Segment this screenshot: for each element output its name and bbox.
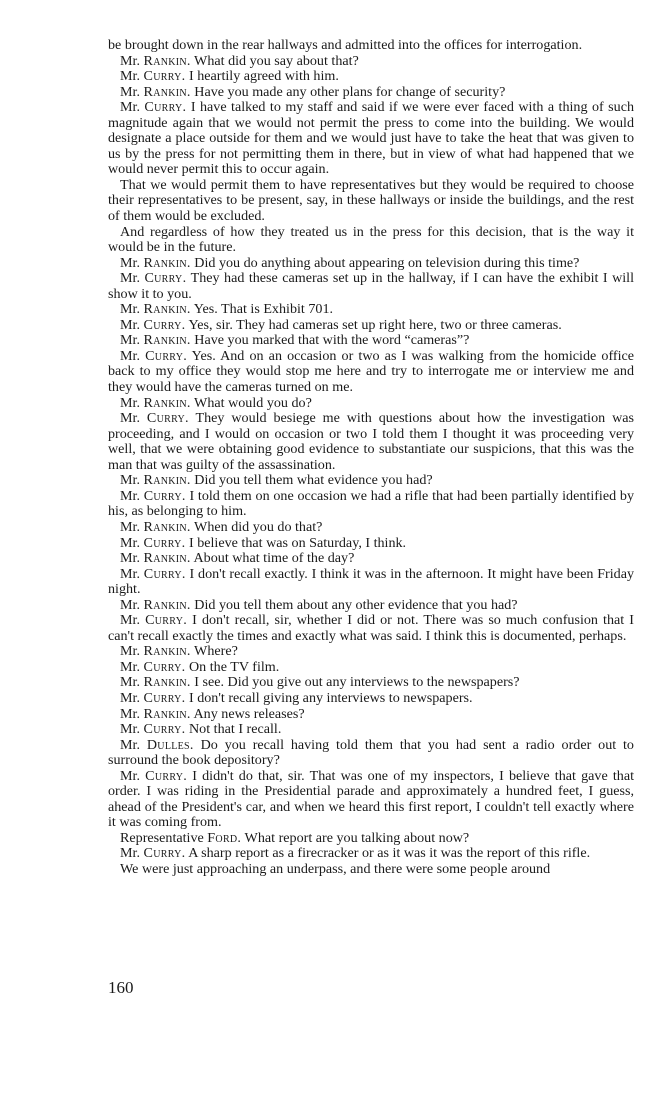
testimony-paragraph: [108, 598, 634, 614]
paragraph-text: They would besiege me with questions about how the investigation was proceeding, and I would on occasion or two I told them I thought it was proceeding very well, that we were obtaining good evidence to substantiate our suspicions, that this was the man that was guilty of the assassination.: [108, 410, 634, 473]
speaker-title: Mr.: [120, 689, 144, 706]
testimony-paragraph: [108, 707, 634, 723]
speaker-title: Mr.: [120, 705, 144, 722]
testimony-paragraph: [108, 551, 634, 567]
testimony-paragraph: [108, 660, 634, 676]
speaker-name: Curry.: [144, 99, 187, 116]
paragraph-text: What report are you talking about now?: [241, 829, 470, 846]
speaker-title: Mr.: [120, 612, 146, 629]
testimony-paragraph: [108, 722, 634, 738]
speaker-title: Mr.: [120, 845, 144, 862]
speaker-title: Mr.: [120, 472, 144, 489]
speaker-title: Mr.: [120, 68, 144, 85]
text-paragraph: [108, 225, 634, 256]
testimony-paragraph: [108, 411, 634, 473]
speaker-name: Curry.: [146, 410, 189, 427]
speaker-title: Mr.: [120, 658, 144, 675]
speaker-title: Mr.: [120, 394, 144, 411]
speaker-name: Curry.: [143, 68, 186, 85]
speaker-title: Mr.: [120, 721, 144, 738]
paragraph-text: I didn't do that, sir. That was one of my inspectors, I believe that gave that order. I was riding in the Presidential parade and approximately a hundred feet, I guess, ahead of the President's car, and when we heard this first report, I couldn't tell exactly where it was coming from.: [108, 767, 635, 831]
paragraph-text: We were just approaching an underpass, and there were some people around: [120, 860, 551, 877]
speaker-name: Dulles.: [146, 736, 194, 753]
speaker-title: Mr.: [120, 316, 144, 333]
speaker-title: Mr.: [120, 487, 144, 504]
paragraph-text: I told them on one occasion we had a rifle that had been partially identified by his, as belonging to him.: [108, 487, 634, 520]
paragraph-text: That we would permit them to have representatives but they would be required to choose their representatives to be present, say, in these hallways or inside the buildings, and the rest of them would be excluded.: [108, 176, 634, 225]
page-number: 160: [108, 978, 134, 997]
speaker-name: Ford.: [207, 829, 242, 846]
speaker-title: Mr.: [120, 52, 144, 69]
speaker-title: Mr.: [120, 99, 145, 116]
paragraph-text: What did you say about that?: [190, 52, 359, 69]
speaker-name: Rankin.: [143, 332, 191, 349]
speaker-title: Mr.: [120, 332, 144, 349]
paragraph-text: Any news releases?: [190, 705, 305, 722]
paragraph-text: I have talked to my staff and said if we were ever faced with a thing of such magnitude again that we would not permit the press to come into the building. We would designate a place outside for them and we would just have to take the heat that was given to us by the press for not permitting them in there, but in view of what had happened that we would never permit this to occur again.: [108, 99, 634, 178]
paragraph-text: On the TV film.: [185, 658, 280, 675]
paragraph-text: I don't recall exactly. I think it was in the afternoon. It might have been Friday night.: [108, 565, 634, 598]
testimony-paragraph: [108, 536, 634, 552]
speaker-name: Rankin.: [143, 394, 191, 411]
paragraph-text: About what time of the day?: [190, 550, 355, 567]
speaker-name: Curry.: [143, 721, 186, 738]
speaker-name: Rankin.: [143, 301, 191, 318]
paragraph-text: When did you do that?: [190, 518, 323, 535]
paragraph-text: Did you tell them what evidence you had?: [190, 472, 433, 489]
testimony-paragraph: [108, 302, 634, 318]
speaker-name: Curry.: [143, 316, 186, 333]
testimony-paragraph: [108, 54, 634, 70]
paragraph-text: A sharp report as a firecracker or as it was it was the report of this rifle.: [185, 845, 591, 862]
speaker-title: Mr.: [120, 83, 144, 100]
testimony-paragraph: [108, 846, 634, 862]
paragraph-text: Have you made any other plans for change of security?: [190, 83, 506, 100]
speaker-name: Curry.: [145, 767, 188, 784]
speaker-title: Mr.: [120, 643, 144, 660]
paragraph-text: Yes. That is Exhibit 701.: [190, 301, 334, 318]
testimony-paragraph: [108, 831, 634, 847]
testimony-paragraph: [108, 520, 634, 536]
speaker-title: Mr.: [120, 534, 144, 551]
testimony-paragraph: [108, 691, 634, 707]
document-body: [108, 38, 634, 878]
text-paragraph: [108, 38, 634, 54]
speaker-title: Mr.: [120, 518, 144, 535]
speaker-title: Mr.: [120, 254, 144, 271]
paragraph-text: Yes, sir. They had cameras set up right here, two or three cameras.: [185, 316, 562, 333]
speaker-title: Mr.: [120, 565, 144, 582]
speaker-name: Curry.: [143, 565, 186, 582]
paragraph-text: I see. Did you give out any interviews to the newspapers?: [190, 674, 520, 691]
speaker-name: Curry.: [143, 845, 186, 862]
testimony-paragraph: [108, 333, 634, 349]
speaker-name: Curry.: [143, 689, 186, 706]
speaker-name: Curry.: [145, 347, 188, 364]
testimony-paragraph: [108, 318, 634, 334]
paragraph-text: Did you do anything about appearing on television during this time?: [190, 254, 580, 271]
paragraph-text: Did you tell them about any other evidence that you had?: [190, 596, 518, 613]
speaker-title: Mr.: [120, 596, 144, 613]
speaker-name: Rankin.: [143, 472, 191, 489]
speaker-name: Rankin.: [143, 550, 191, 567]
paragraph-text: What would you do?: [190, 394, 312, 411]
testimony-paragraph: [108, 675, 634, 691]
testimony-paragraph: [108, 567, 634, 598]
testimony-paragraph: [108, 613, 634, 644]
speaker-name: Rankin.: [143, 52, 191, 69]
speaker-name: Curry.: [143, 487, 186, 504]
paragraph-text: Have you marked that with the word “cameras”?: [190, 332, 470, 349]
paragraph-text: Yes. And on an occasion or two as I was walking from the homicide office back to my office they would stop me here and try to interrogate me or interview me and they would have the cameras turned on me.: [108, 347, 635, 396]
testimony-paragraph: [108, 769, 634, 831]
paragraph-text: Do you recall having told them that you had sent a radio order out to surround the book depository?: [108, 736, 634, 769]
paragraph-text: be brought down in the rear hallways and admitted into the offices for interrogation.: [108, 37, 583, 53]
speaker-title: Mr.: [120, 767, 146, 784]
speaker-name: Rankin.: [143, 596, 191, 613]
speaker-title: Mr.: [120, 410, 147, 427]
speaker-name: Rankin.: [143, 83, 191, 100]
speaker-name: Rankin.: [143, 674, 191, 691]
paragraph-text: I heartily agreed with him.: [185, 68, 339, 85]
testimony-paragraph: [108, 85, 634, 101]
testimony-paragraph: [108, 473, 634, 489]
text-paragraph: [108, 178, 634, 225]
paragraph-text: And regardless of how they treated us in the press for this decision, that is the way it would be in the future.: [108, 223, 634, 256]
speaker-title: Mr.: [120, 674, 144, 691]
paragraph-text: I don't recall giving any interviews to newspapers.: [185, 689, 473, 706]
paragraph-text: I believe that was on Saturday, I think.: [185, 534, 407, 551]
speaker-name: Curry.: [145, 612, 188, 629]
text-paragraph: [108, 862, 634, 878]
speaker-title: Mr.: [120, 347, 146, 364]
testimony-paragraph: [108, 271, 634, 302]
speaker-title: Mr.: [120, 550, 144, 567]
testimony-paragraph: [108, 396, 634, 412]
speaker-name: Rankin.: [143, 518, 191, 535]
testimony-paragraph: [108, 100, 634, 178]
speaker-name: Rankin.: [143, 643, 191, 660]
speaker-name: Curry.: [143, 658, 186, 675]
speaker-name: Rankin.: [143, 705, 191, 722]
speaker-name: Curry.: [144, 270, 187, 287]
paragraph-text: Where?: [190, 643, 238, 660]
speaker-name: Curry.: [143, 534, 186, 551]
testimony-paragraph: [108, 489, 634, 520]
testimony-paragraph: [108, 69, 634, 85]
paragraph-text: I don't recall, sir, whether I did or not. There was so much confusion that I can't recall exactly the times and exactly what was said. I think this is documented, perhaps.: [108, 612, 634, 644]
paragraph-text: They had these cameras set up in the hallway, if I can have the exhibit I will show it to you.: [108, 270, 634, 302]
testimony-paragraph: [108, 644, 634, 660]
testimony-paragraph: [108, 738, 634, 769]
speaker-title: Mr.: [120, 736, 147, 753]
speaker-name: Rankin.: [143, 254, 191, 271]
testimony-paragraph: [108, 349, 634, 396]
testimony-paragraph: [108, 256, 634, 272]
paragraph-text: Not that I recall.: [185, 721, 282, 738]
speaker-title: Representative: [120, 829, 208, 846]
speaker-title: Mr.: [120, 301, 144, 318]
speaker-title: Mr.: [120, 270, 145, 287]
